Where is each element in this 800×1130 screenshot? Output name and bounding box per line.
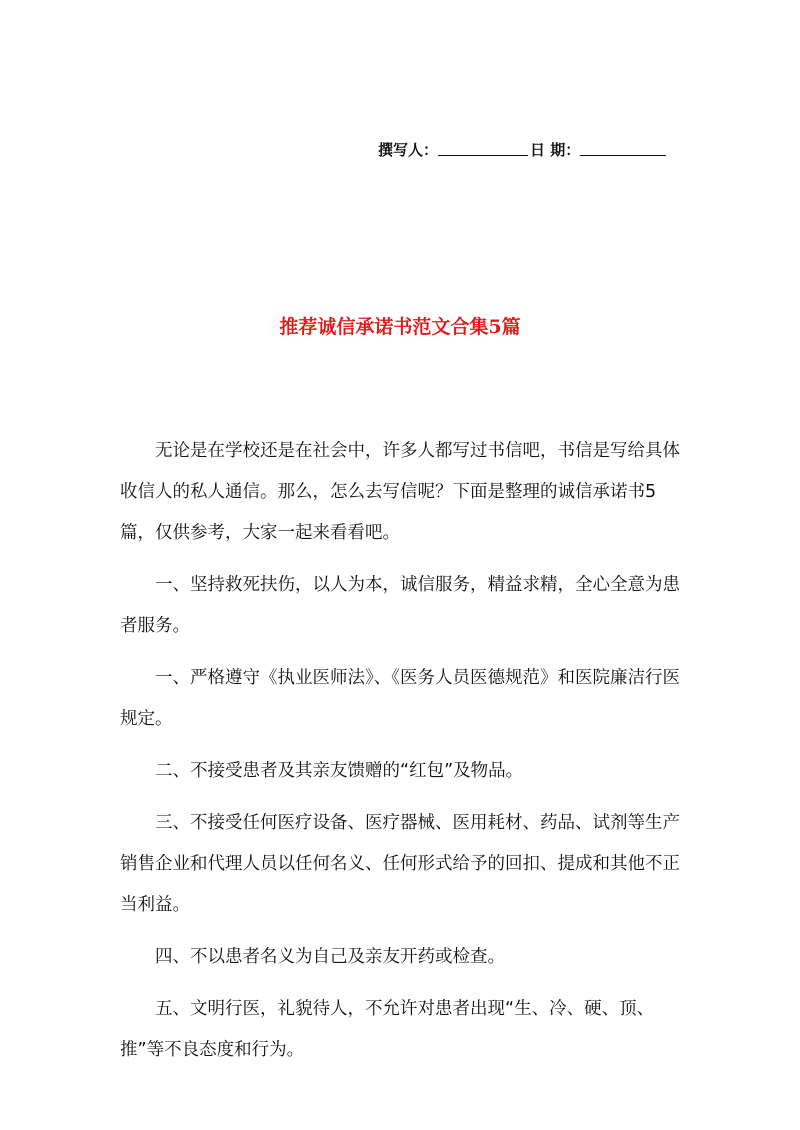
author-label: 撰写人： (378, 141, 439, 159)
document-body (120, 431, 682, 1082)
document-title: 推荐诚信承诺书范文合集5篇 (279, 316, 521, 338)
date-label: 日 期： (530, 141, 581, 159)
pledge-item: 二、不接受患者及其亲友馈赠的“红包”及物品。 (155, 761, 524, 781)
author-blank (438, 138, 528, 156)
intro-paragraph: 无论是在学校还是在社会中，许多人都写过书信吧，书信是写给具体收信人的私人通信。那么，怎么去写信呢？下面是整理的诚信承诺书5篇，仅供参考，大家一起来看看吧。 (120, 441, 680, 543)
pledge-item: 一、严格遵守《执业医师法》、《医务人员医德规范》和医院廉洁行医规定。 (120, 668, 680, 729)
pledge-item: 三、不接受任何医疗设备、医疗器械、医用耗材、药品、试剂等生产销售企业和代理人员以任何名义、任何形式给予的回扣、提成和其他不正当利益。 (120, 813, 680, 915)
pledge-item: 一、坚持救死扶伤，以人为本，诚信服务，精益求精，全心全意为患者服务。 (120, 575, 680, 636)
pledge-item: 四、不以患者名义为自己及亲友开药或检查。 (155, 947, 505, 967)
date-blank (580, 138, 666, 156)
author-date-line (378, 138, 698, 162)
pledge-item: 五、文明行医，礼貌待人，不允许对患者出现“生、冷、硬、顶、推”等不良态度和行为。 (120, 999, 655, 1060)
